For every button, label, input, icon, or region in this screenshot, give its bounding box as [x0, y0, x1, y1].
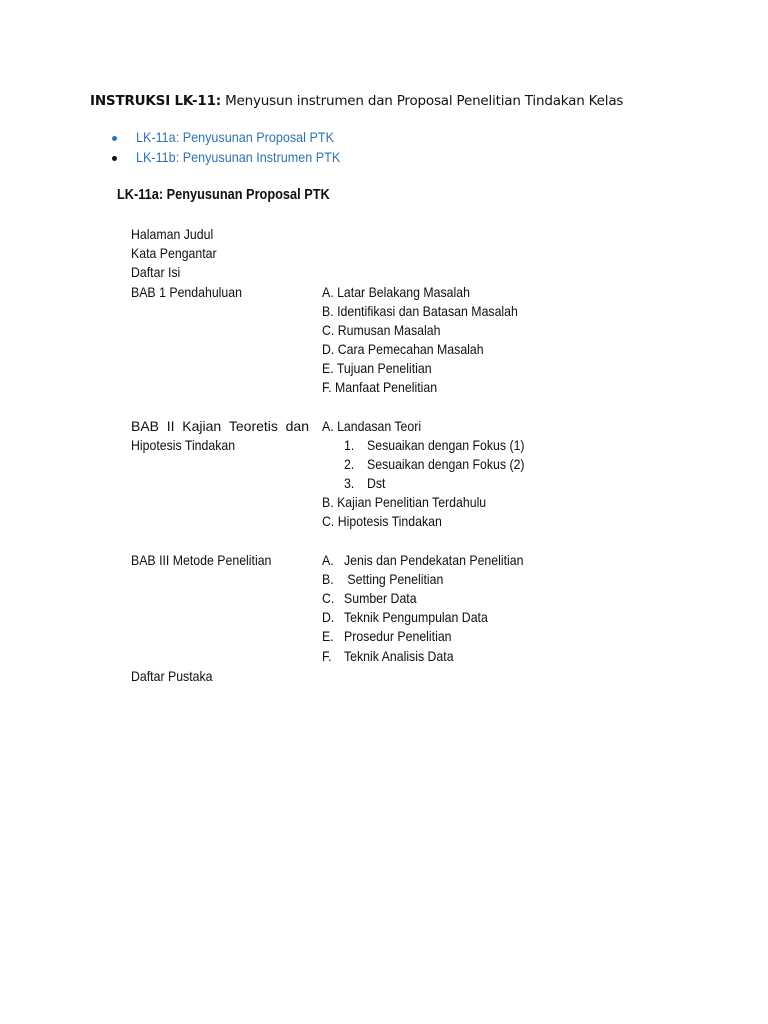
bab2-item-b: B. Kajian Penelitian Terdahulu: [322, 494, 487, 510]
bab3-item-text: Teknik Analisis Data: [344, 648, 454, 664]
bullet-icon: [112, 136, 117, 141]
bab2-title-word: BAB: [131, 418, 160, 434]
bab2-item-a: A. Landasan Teori: [322, 418, 422, 434]
bab1-item: B. Identifikasi dan Batasan Masalah: [322, 303, 518, 319]
bab3-item-text: Prosedur Penelitian: [344, 628, 452, 644]
instruction-line: [90, 93, 623, 109]
bab2-title-line1: [131, 418, 309, 434]
bab3-item-letter: D.: [322, 609, 335, 625]
front-matter-item: Daftar Isi: [131, 264, 181, 280]
subitem-number: 2.: [344, 456, 355, 472]
bab3-title: BAB III Metode Penelitian: [131, 552, 272, 568]
bab3-item-letter: E.: [322, 628, 334, 644]
bab2-item-c: C. Hipotesis Tindakan: [322, 513, 442, 529]
instruction-label: INSTRUKSI LK-11:: [90, 93, 221, 109]
bab1-item: D. Cara Pemecahan Masalah: [322, 341, 484, 357]
link-lk11b[interactable]: LK-11b: Penyusunan Instrumen PTK: [136, 148, 341, 165]
daftar-pustaka: Daftar Pustaka: [131, 668, 213, 684]
bab3-item-text: Teknik Pengumpulan Data: [344, 609, 488, 625]
bab3-item-letter: A.: [322, 552, 334, 568]
subitem-text: Dst: [367, 475, 386, 491]
bab2-title-word: Kajian: [182, 418, 222, 434]
bab1-item: A. Latar Belakang Masalah: [322, 284, 470, 300]
bab3-item-letter: F.: [322, 648, 332, 664]
subitem-number: 3.: [344, 475, 355, 491]
bab1-item: F. Manfaat Penelitian: [322, 379, 438, 395]
bab3-item-text: Setting Penelitian: [344, 571, 444, 587]
front-matter-item: Halaman Judul: [131, 226, 214, 242]
bullet-icon: [112, 156, 117, 161]
link-lk11a[interactable]: LK-11a: Penyusunan Proposal PTK: [136, 129, 334, 145]
instruction-text: Menyusun instrumen dan Proposal Penelitian Tindakan Kelas: [225, 93, 624, 109]
bab3-item-letter: B.: [322, 571, 334, 587]
subitem-number: 1.: [344, 437, 355, 453]
bab1-item: C. Rumusan Masalah: [322, 322, 441, 338]
front-matter-item: Kata Pengantar: [131, 245, 217, 261]
bab2-title-word: Teoretis: [228, 418, 278, 434]
section-heading: LK-11a: Penyusunan Proposal PTK: [117, 187, 330, 203]
bab3-item-text: Sumber Data: [344, 590, 417, 606]
bab1-item: E. Tujuan Penelitian: [322, 360, 432, 376]
subitem-text: Sesuaikan dengan Fokus (2): [367, 456, 525, 472]
bab1-title: BAB 1 Pendahuluan: [131, 284, 242, 300]
bab2-title-word: dan: [285, 418, 309, 434]
bab3-item-letter: C.: [322, 590, 335, 606]
bab2-title-word: II: [166, 418, 175, 434]
bab3-item-text: Jenis dan Pendekatan Penelitian: [344, 552, 524, 568]
subitem-text: Sesuaikan dengan Fokus (1): [367, 437, 525, 453]
bab2-title-line2: Hipotesis Tindakan: [131, 437, 236, 453]
